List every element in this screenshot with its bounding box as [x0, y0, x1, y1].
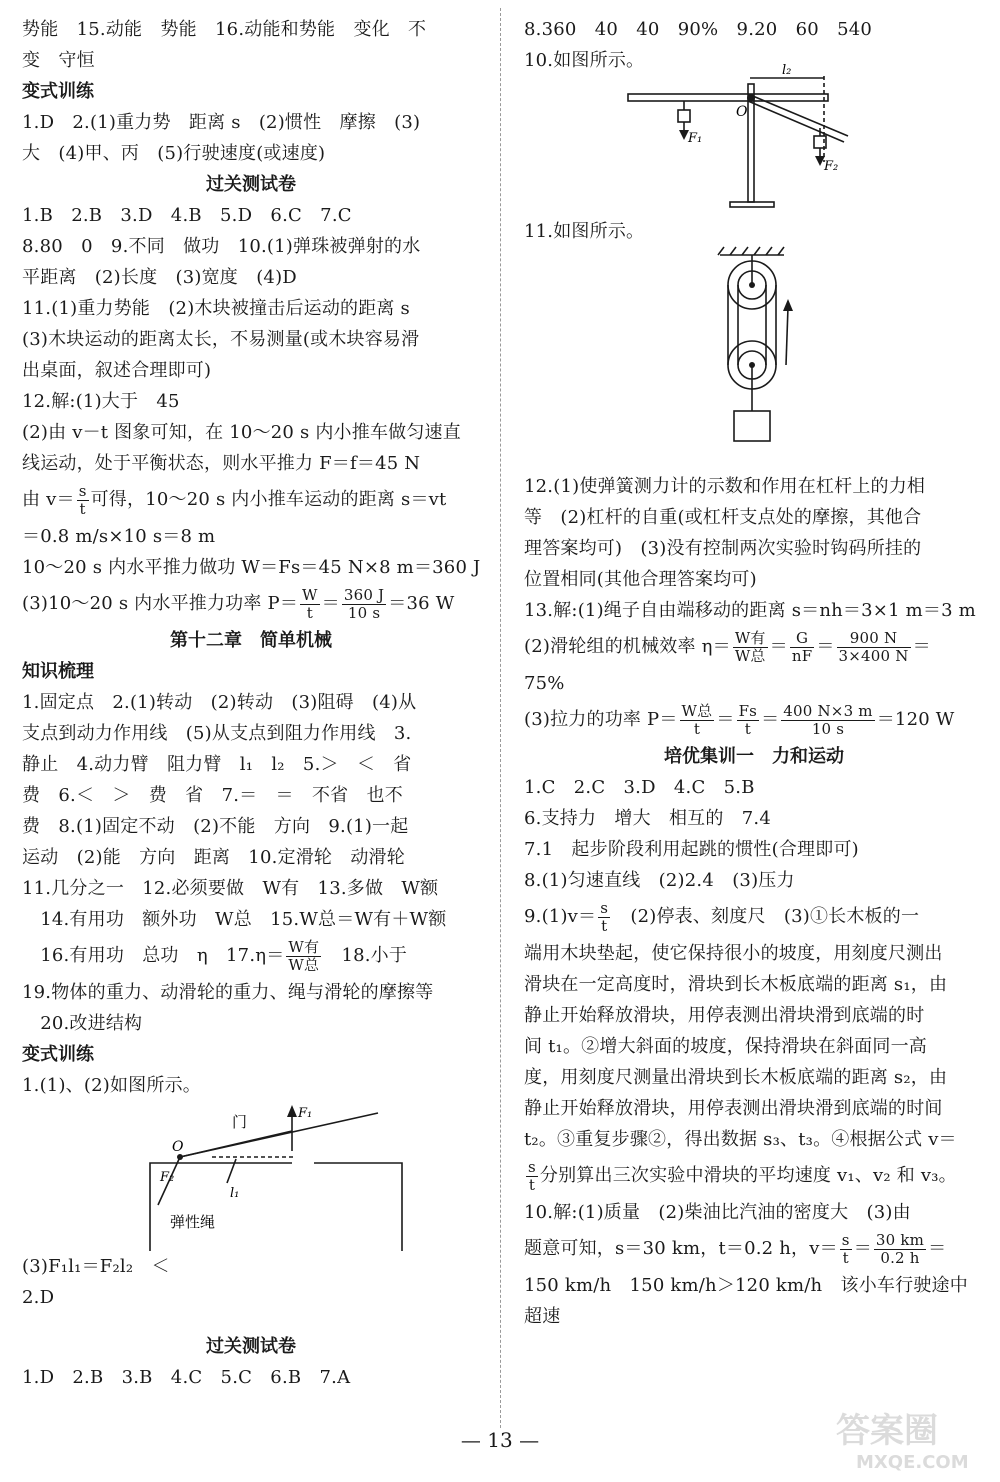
text-segment: 18.小于	[323, 945, 408, 966]
text-segment: ＝	[321, 593, 340, 614]
text-line: 度，用刻度尺测量出滑块到长木板底端的距离 s₂，由	[524, 1067, 948, 1088]
text-line: 等 (2)杠杆的自重(或杠杆支点处的摩擦，其他合	[524, 507, 922, 528]
door-lever-diagram	[22, 1101, 480, 1251]
fraction-numerator: G	[790, 630, 814, 648]
fraction-numerator: s	[528, 1157, 536, 1176]
text-line: 1.B 2.B 3.D 4.B 5.D 6.C 7.C	[22, 205, 352, 226]
fraction-numerator: W有	[288, 937, 320, 956]
text-line: 间 t₁。②增大斜面的坡度，保持滑块在斜面同一高	[524, 1036, 927, 1057]
text-segment: 分别算出三次实验中滑块的平均速度 v₁、v₂ 和 v₃。	[539, 1165, 957, 1186]
force-f1-label: F₁	[688, 131, 703, 146]
fraction-denominator: t	[842, 1248, 849, 1267]
section-heading: 培优集训一 力和运动	[664, 746, 844, 767]
text-line: 运动 (2)能 方向 距离 10.定滑轮 动滑轮	[22, 847, 405, 868]
page-number: — 13 —	[460, 1428, 540, 1452]
fraction-denominator: t	[306, 603, 313, 622]
pivot-o-label: O	[736, 104, 748, 120]
fraction-denominator: 3×400 N	[838, 646, 909, 665]
door-label: 门	[232, 1113, 248, 1131]
fraction-denominator: W总	[734, 646, 766, 665]
fraction-numerator: W总	[681, 701, 713, 720]
text-segment: ＝	[816, 636, 835, 657]
text-line: 150 km/h 150 km/h＞120 km/h 该小车行驶途中	[524, 1275, 968, 1296]
text-line: 费 6.＜ ＞ 费 省 7.＝ ＝ 不省 也不	[22, 785, 403, 806]
text-line: 2.D	[22, 1287, 55, 1308]
section-heading: 过关测试卷	[206, 174, 296, 195]
text-line: 静止 4.动力臂 阻力臂 l₁ l₂ 5.＞ ＜ 省	[22, 754, 412, 775]
lever-stand-figure	[524, 63, 984, 216]
fraction	[840, 1232, 852, 1267]
formula-line	[22, 935, 480, 977]
fraction	[598, 900, 610, 935]
formula-line	[524, 626, 984, 668]
force-f2-label: F₂	[824, 159, 839, 174]
text-segment: ＝120 W	[876, 709, 955, 730]
formula-line	[524, 699, 984, 741]
fraction-numerator: W	[302, 585, 318, 604]
pulley-system-diagram	[524, 247, 984, 471]
fraction-numerator: 900 N	[837, 630, 911, 648]
text-line: 支点到动力作用线 (5)从支点到阻力作用线 3.	[22, 723, 412, 744]
fraction-numerator: W有	[734, 628, 766, 647]
text-line: 10.解:(1)质量 (2)柴油比汽油的密度大 (3)由	[524, 1202, 911, 1223]
fraction	[790, 630, 814, 665]
text-line: 线运动，处于平衡状态，则水平推力 F＝f＝45 N	[22, 453, 421, 474]
text-line: 12.(1)使弹簧测力计的示数和作用在杠杆上的力相	[524, 476, 926, 497]
left-column	[22, 14, 480, 1393]
section-heading: 过关测试卷	[206, 1336, 296, 1357]
text-segment: ＝	[912, 636, 931, 657]
watermark-text: 答案圈	[836, 1411, 938, 1451]
fraction	[781, 703, 874, 738]
text-segment: 9.(1)v＝	[524, 906, 597, 927]
fraction-numerator: 400 N×3 m	[783, 701, 873, 720]
text-line: 1.D 2.B 3.B 4.C 5.C 6.B 7.A	[22, 1367, 351, 1388]
column-divider	[500, 8, 501, 1428]
fraction-denominator: 10 s	[811, 719, 845, 738]
fraction-denominator: 0.2 h	[880, 1248, 920, 1267]
force-f1-label: F₁	[298, 1106, 313, 1121]
text-line: 13.解:(1)绳子自由端移动的距离 s＝nh＝3×1 m＝3 m	[524, 600, 976, 621]
fraction	[77, 483, 89, 518]
force-f2-label: F₂	[160, 1170, 175, 1185]
formula-line	[524, 1228, 984, 1270]
text-segment: (3)10～20 s 内水平推力功率 P＝	[22, 593, 299, 614]
arm-l1-label: l₁	[230, 1186, 240, 1201]
section-heading: 知识梳理	[22, 661, 94, 682]
text-line: 静止开始释放滑块，用停表测出滑块滑到底端的时	[524, 1005, 925, 1026]
text-line: 75%	[524, 673, 565, 694]
text-line: (3)木块运动的距离太长，不易测量(或木块容易滑	[22, 329, 420, 350]
fraction-numerator: s	[78, 481, 87, 500]
fraction-numerator: 360 J	[343, 585, 385, 604]
fraction-numerator: s	[600, 898, 609, 917]
text-line: 20.改进结构	[22, 1013, 143, 1034]
spacer	[22, 1313, 480, 1331]
elastic-rope-label: 弹性绳	[170, 1213, 216, 1231]
watermark-url: MXQE.COM	[856, 1452, 969, 1473]
text-line: 19.物体的重力、动滑轮的重力、绳与滑轮的摩擦等	[22, 982, 434, 1003]
text-line: 1.D 2.(1)重力势 距离 s (2)惯性 摩擦 (3)	[22, 112, 421, 133]
text-line: 出桌面，叙述合理即可)	[22, 360, 212, 381]
text-line: 静止开始释放滑块，用停表测出滑块滑到底端的时间	[524, 1098, 943, 1119]
right-column	[524, 14, 984, 1332]
fraction-denominator: t	[528, 1175, 536, 1194]
text-line: 8.(1)匀速直线 (2)2.4 (3)压力	[524, 870, 795, 891]
chapter-heading: 第十二章 简单机械	[170, 630, 332, 651]
text-line: 滑块在一定高度时，滑块到长木板底端的距离 s₁，由	[524, 974, 948, 995]
text-line: 费 8.(1)固定不动 (2)不能 方向 9.(1)一起	[22, 816, 409, 837]
text-segment: 题意可知，s＝30 km，t＝0.2 h，v＝	[524, 1238, 838, 1259]
text-segment: ＝	[761, 709, 780, 730]
fraction	[300, 587, 320, 622]
section-heading: 变式训练	[22, 81, 94, 102]
pulley-system-figure	[524, 247, 984, 471]
text-line: (3)F₁l₁＝F₂l₂ ＜	[22, 1256, 170, 1277]
text-line: 11.如图所示。	[524, 221, 645, 242]
text-segment: 可得，10～20 s 内小推车运动的距离 s＝vt	[90, 489, 447, 510]
text-line: (2)由 v－t 图象可知，在 10～20 s 内小推车做匀速直	[22, 422, 461, 443]
fraction-numerator: Fs	[738, 701, 758, 720]
text-line: 理答案均可) (3)没有控制两次实验时钩码所挂的	[524, 538, 922, 559]
text-line: 平距离 (2)长度 (3)宽度 (4)D	[22, 267, 297, 288]
text-line: 11.几分之一 12.必须要做 W有 13.多做 W额	[22, 878, 439, 899]
text-segment: ＝	[769, 636, 788, 657]
text-line: 势能 15.动能 势能 16.动能和势能 变化 不	[22, 19, 427, 40]
fraction-denominator: 10 s	[347, 603, 381, 622]
text-line: 10～20 s 内水平推力做功 W＝Fs＝45 N×8 m＝360 J	[22, 557, 481, 578]
fraction-numerator: s	[841, 1230, 850, 1249]
formula-line	[524, 1155, 984, 1197]
fraction-denominator: t	[744, 719, 751, 738]
text-line: 大 (4)甲、丙 (5)行驶速度(或速度)	[22, 143, 326, 164]
fraction	[837, 630, 911, 665]
text-segment: ＝	[853, 1238, 872, 1259]
fraction	[286, 939, 321, 974]
watermark-logo	[826, 1404, 994, 1476]
formula-line	[22, 479, 480, 521]
text-segment: (2)滑轮组的机械效率 η＝	[524, 636, 731, 657]
fraction-denominator: t	[601, 916, 608, 935]
text-segment: ＝36 W	[388, 593, 455, 614]
text-line: 1.C 2.C 3.D 4.C 5.B	[524, 777, 755, 798]
text-line: 14.有用功 额外功 W总 15.W总＝W有＋W额	[22, 909, 447, 930]
text-line: 变 守恒	[22, 50, 95, 71]
text-line: 12.解:(1)大于 45	[22, 391, 180, 412]
fraction	[342, 587, 386, 622]
text-line: 11.(1)重力势能 (2)木块被撞击后运动的距离 s	[22, 298, 410, 319]
fraction-denominator: t	[79, 499, 86, 518]
fraction	[733, 630, 768, 665]
text-segment: ＝	[716, 709, 735, 730]
fraction	[737, 703, 760, 738]
text-line: 7.1 起步阶段利用起跳的惯性(合理即可)	[524, 839, 859, 860]
arm-l2-label: l₂	[782, 63, 792, 78]
fraction-denominator: t	[693, 719, 701, 738]
text-line: ＝0.8 m/s×10 s＝8 m	[22, 526, 216, 547]
lever-stand-diagram	[524, 63, 984, 216]
text-segment: (3)拉力的功率 P＝	[524, 709, 678, 730]
pivot-o-label: O	[172, 1139, 184, 1155]
text-segment: 16.有用功 总功 η 17.η＝	[22, 945, 285, 966]
fraction-denominator: nF	[791, 646, 813, 665]
text-segment: 由 v＝	[22, 489, 75, 510]
text-line: t₂。③重复步骤②，得出数据 s₃、t₃。④根据公式 v＝	[524, 1129, 957, 1150]
text-segment: ＝	[928, 1238, 947, 1259]
formula-line	[22, 583, 480, 625]
text-line: 端用木块垫起，使它保持很小的坡度，用刻度尺测出	[524, 943, 943, 964]
text-line: 1.固定点 2.(1)转动 (2)转动 (3)阻碍 (4)从	[22, 692, 417, 713]
fraction-numerator: 30 km	[875, 1230, 925, 1249]
fraction	[680, 703, 715, 738]
text-line: 8.360 40 40 90% 9.20 60 540	[524, 19, 873, 40]
text-line: 超速	[524, 1306, 561, 1327]
text-line: 6.支持力 增大 相互的 7.4	[524, 808, 771, 829]
text-line: 10.如图所示。	[524, 50, 645, 71]
fraction-denominator: W总	[288, 955, 320, 974]
fraction	[874, 1232, 926, 1267]
door-lever-figure	[22, 1101, 480, 1251]
text-line: 8.80 0 9.不同 做功 10.(1)弹珠被弹射的水	[22, 236, 421, 257]
text-segment: (2)停表、刻度尺 (3)①长木板的一	[612, 906, 920, 927]
section-heading: 变式训练	[22, 1044, 94, 1065]
text-line: 位置相同(其他合理答案均可)	[524, 569, 757, 590]
fraction	[526, 1159, 538, 1194]
formula-line	[524, 896, 984, 938]
text-line: 1.(1)、(2)如图所示。	[22, 1075, 201, 1096]
